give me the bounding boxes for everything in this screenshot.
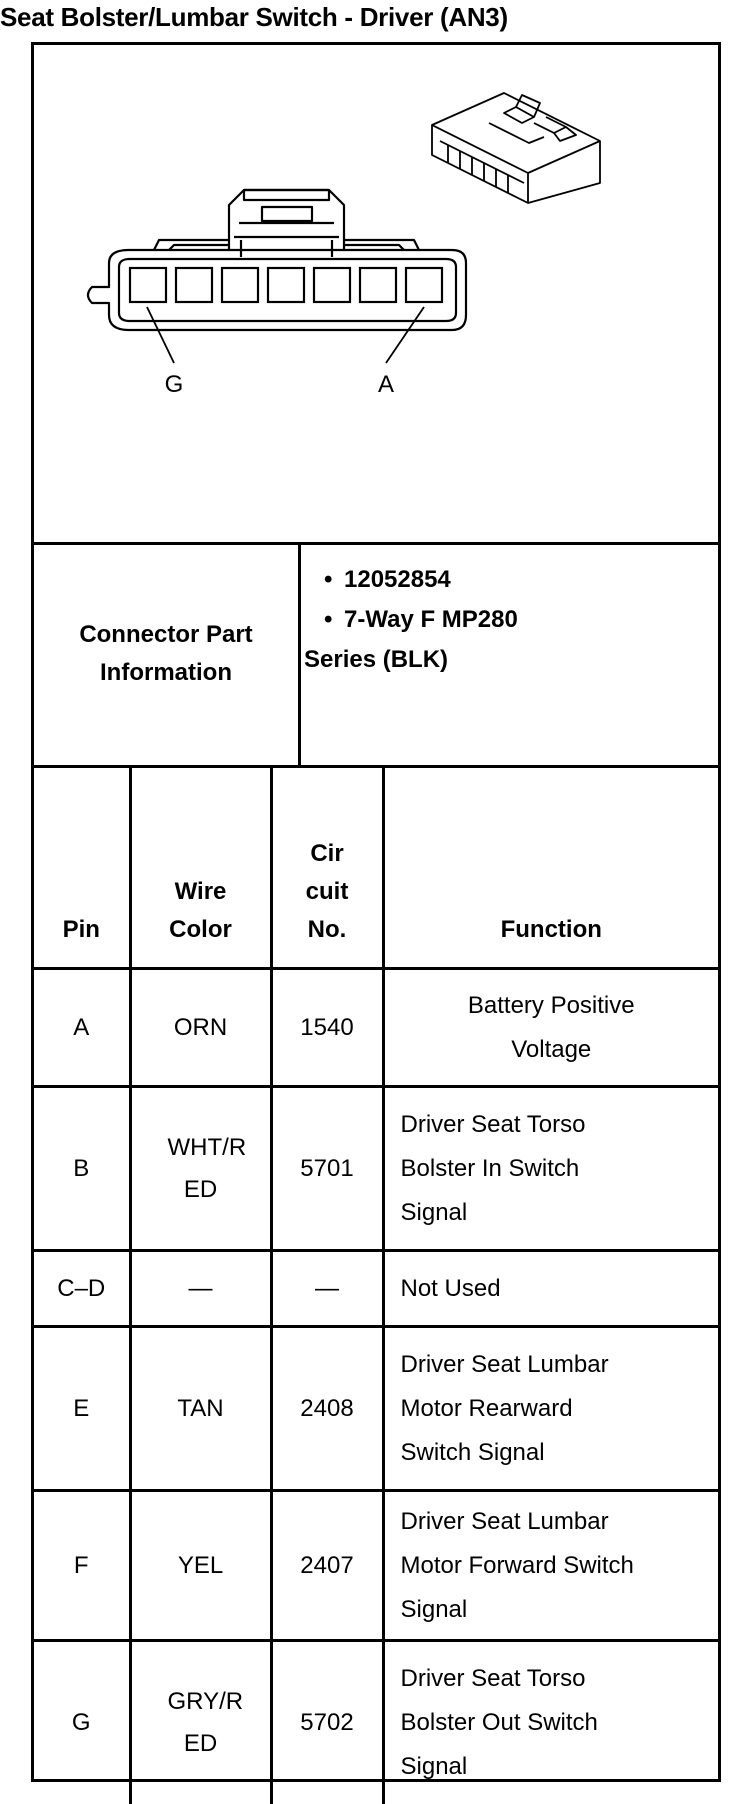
wire-color-cell: —	[130, 1251, 271, 1327]
circuit-cell: —	[271, 1251, 383, 1327]
connector-iso-view	[432, 93, 600, 203]
table-row	[34, 1641, 718, 1804]
connector-series: Series (BLK)	[304, 646, 449, 673]
header-circuit-no: Cir cuit No.	[271, 768, 383, 969]
function-cell: Not Used	[383, 1251, 718, 1327]
cavity-row	[130, 268, 442, 302]
connector-info-label: Connector Part Information	[34, 542, 301, 765]
circuit-cell: 2408	[271, 1327, 383, 1491]
function-cell: Driver Seat Torso Bolster In Switch Signal	[383, 1087, 718, 1251]
connector-face-drawing	[34, 45, 718, 542]
page-title: Seat Bolster/Lumbar Switch - Driver (AN3)	[0, 2, 508, 32]
wire-color-cell: GRY/R ED	[130, 1641, 271, 1804]
function-cell: Driver Seat Torso Bolster Out Switch Signal	[383, 1641, 718, 1804]
wire-color-cell: YEL	[130, 1491, 271, 1641]
part-number-item: • 12052854	[324, 566, 451, 593]
wire-color-cell: WHT/R ED	[130, 1087, 271, 1251]
pin-cell: E	[34, 1327, 130, 1491]
function-cell: Driver Seat Lumbar Motor Rearward Switch Signal	[383, 1327, 718, 1491]
table-row	[34, 969, 718, 1087]
pinout-table	[34, 768, 718, 1804]
connector-part-info	[34, 542, 718, 768]
pin-label-g: G	[164, 371, 184, 398]
pin-cell: B	[34, 1087, 130, 1251]
table-row	[34, 1491, 718, 1641]
connector-info-values	[304, 560, 704, 680]
connector-sheet	[31, 42, 721, 1782]
circuit-cell: 5702	[271, 1641, 383, 1804]
pin-cell: A	[34, 969, 130, 1087]
table-row	[34, 1087, 718, 1251]
table-row	[34, 1251, 718, 1327]
connector-diagram	[34, 45, 718, 545]
pin-label-a: A	[377, 371, 395, 398]
header-function: Function	[383, 768, 718, 969]
circuit-cell: 1540	[271, 969, 383, 1087]
header-wire-color: Wire Color	[130, 768, 271, 969]
table-row	[34, 1327, 718, 1491]
pin-cell: F	[34, 1491, 130, 1641]
wire-color-cell: TAN	[130, 1327, 271, 1491]
circuit-cell: 5701	[271, 1087, 383, 1251]
pin-cell: C–D	[34, 1251, 130, 1327]
table-header-row	[34, 768, 718, 969]
pin-cell: G	[34, 1641, 130, 1804]
function-cell: Driver Seat Lumbar Motor Forward Switch Signal	[383, 1491, 718, 1641]
header-pin: Pin	[34, 768, 130, 969]
circuit-cell: 2407	[271, 1491, 383, 1641]
connector-type-item: • 7-Way F MP280	[324, 606, 518, 633]
function-cell: Battery Positive Voltage	[383, 969, 718, 1087]
wire-color-cell: ORN	[130, 969, 271, 1087]
